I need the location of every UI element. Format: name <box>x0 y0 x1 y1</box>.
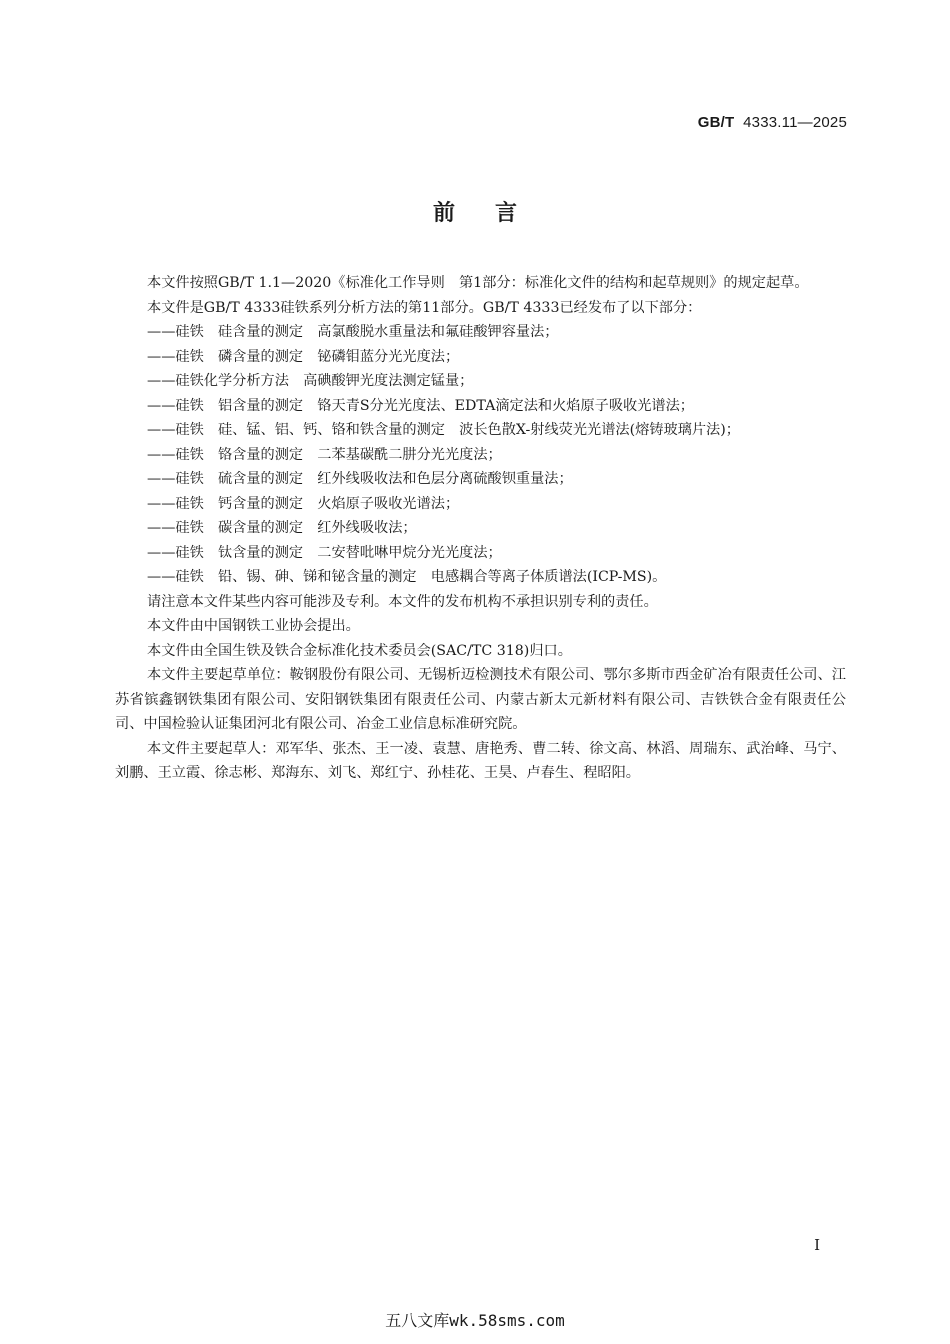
published-part-item: ——硅铁 碳含量的测定 红外线吸收法； <box>147 520 417 536</box>
page-number: I <box>814 1236 820 1254</box>
published-part-item: ——硅铁 磷含量的测定 铋磷钼蓝分光光度法； <box>147 348 460 365</box>
committee-paragraph: 本文件由全国生铁及铁合金标准化技术委员会(SAC/TC 318)归口。 <box>147 642 572 659</box>
published-part-item: ——硅铁化学分析方法 高碘酸钾光度法测定锰量； <box>147 373 474 389</box>
footer-watermark: 五八文库wk.58sms.com <box>385 1311 565 1330</box>
drafters-paragraph: 本文件主要起草人：邓军华、张杰、王一凌、袁慧、唐艳秀、曹二转、徐文高、林滔、周瑞东、武治峰、马宁、刘鹏、王立霞、徐志彬、郑海东、刘飞、郑红宁、孙桂花、王昊、卢春生、程昭阳。 <box>115 740 846 781</box>
published-part-item: ——硅铁 硅含量的测定 高氯酸脱水重量法和氟硅酸钾容量法； <box>147 324 559 340</box>
drafting-units-paragraph: 本文件主要起草单位：鞍钢股份有限公司、无锡析迈检测技术有限公司、鄂尔多斯市西金矿冶有限责任公司、江苏省镔鑫钢铁集团有限公司、安阳钢铁集团有限责任公司、内蒙古新太元新材料有限公司、吉铁铁合金有限责任公司、中国检验认证集团河北有限公司、冶金工业信息标准研究院。 <box>115 667 846 732</box>
page-title: 前言 <box>432 201 557 226</box>
series-intro-paragraph: 本文件是GB/T 4333硅铁系列分析方法的第11部分。GB/T 4333已经发布了以下部分： <box>147 299 702 316</box>
published-part-item: ——硅铁 铅、锡、砷、锑和铋含量的测定 电感耦合等离子体质谱法(ICP-MS)。 <box>147 569 667 585</box>
published-part-item: ——硅铁 硅、锰、铝、钙、铬和铁含量的测定 波长色散X-射线荧光光谱法(熔铸玻璃片法)； <box>147 422 740 438</box>
published-part-item: ——硅铁 铬含量的测定 二苯基碳酰二肼分光光度法； <box>147 446 502 463</box>
published-part-item: ——硅铁 钛含量的测定 二安替吡啉甲烷分光光度法； <box>147 544 502 561</box>
published-part-item: ——硅铁 钙含量的测定 火焰原子吸收光谱法； <box>147 495 460 512</box>
proposer-paragraph: 本文件由中国钢铁工业协会提出。 <box>147 618 360 634</box>
standard-prefix: GB/T <box>697 114 735 131</box>
published-part-item: ——硅铁 硫含量的测定 红外线吸收法和色层分离硫酸钡重量法； <box>147 471 573 487</box>
foreword-body <box>115 271 846 786</box>
drafting-rule-paragraph: 本文件按照GB/T 1.1—2020《标准化工作导则 第1部分：标准化文件的结构和起草规则》的规定起草。 <box>147 275 809 291</box>
patent-notice: 请注意本文件某些内容可能涉及专利。本文件的发布机构不承担识别专利的责任。 <box>147 593 658 610</box>
standard-code <box>698 114 847 131</box>
standard-number: 4333.11—2025 <box>743 114 847 131</box>
published-part-item: ——硅铁 铝含量的测定 铬天青S分光光度法、EDTA滴定法和火焰原子吸收光谱法； <box>147 397 694 414</box>
